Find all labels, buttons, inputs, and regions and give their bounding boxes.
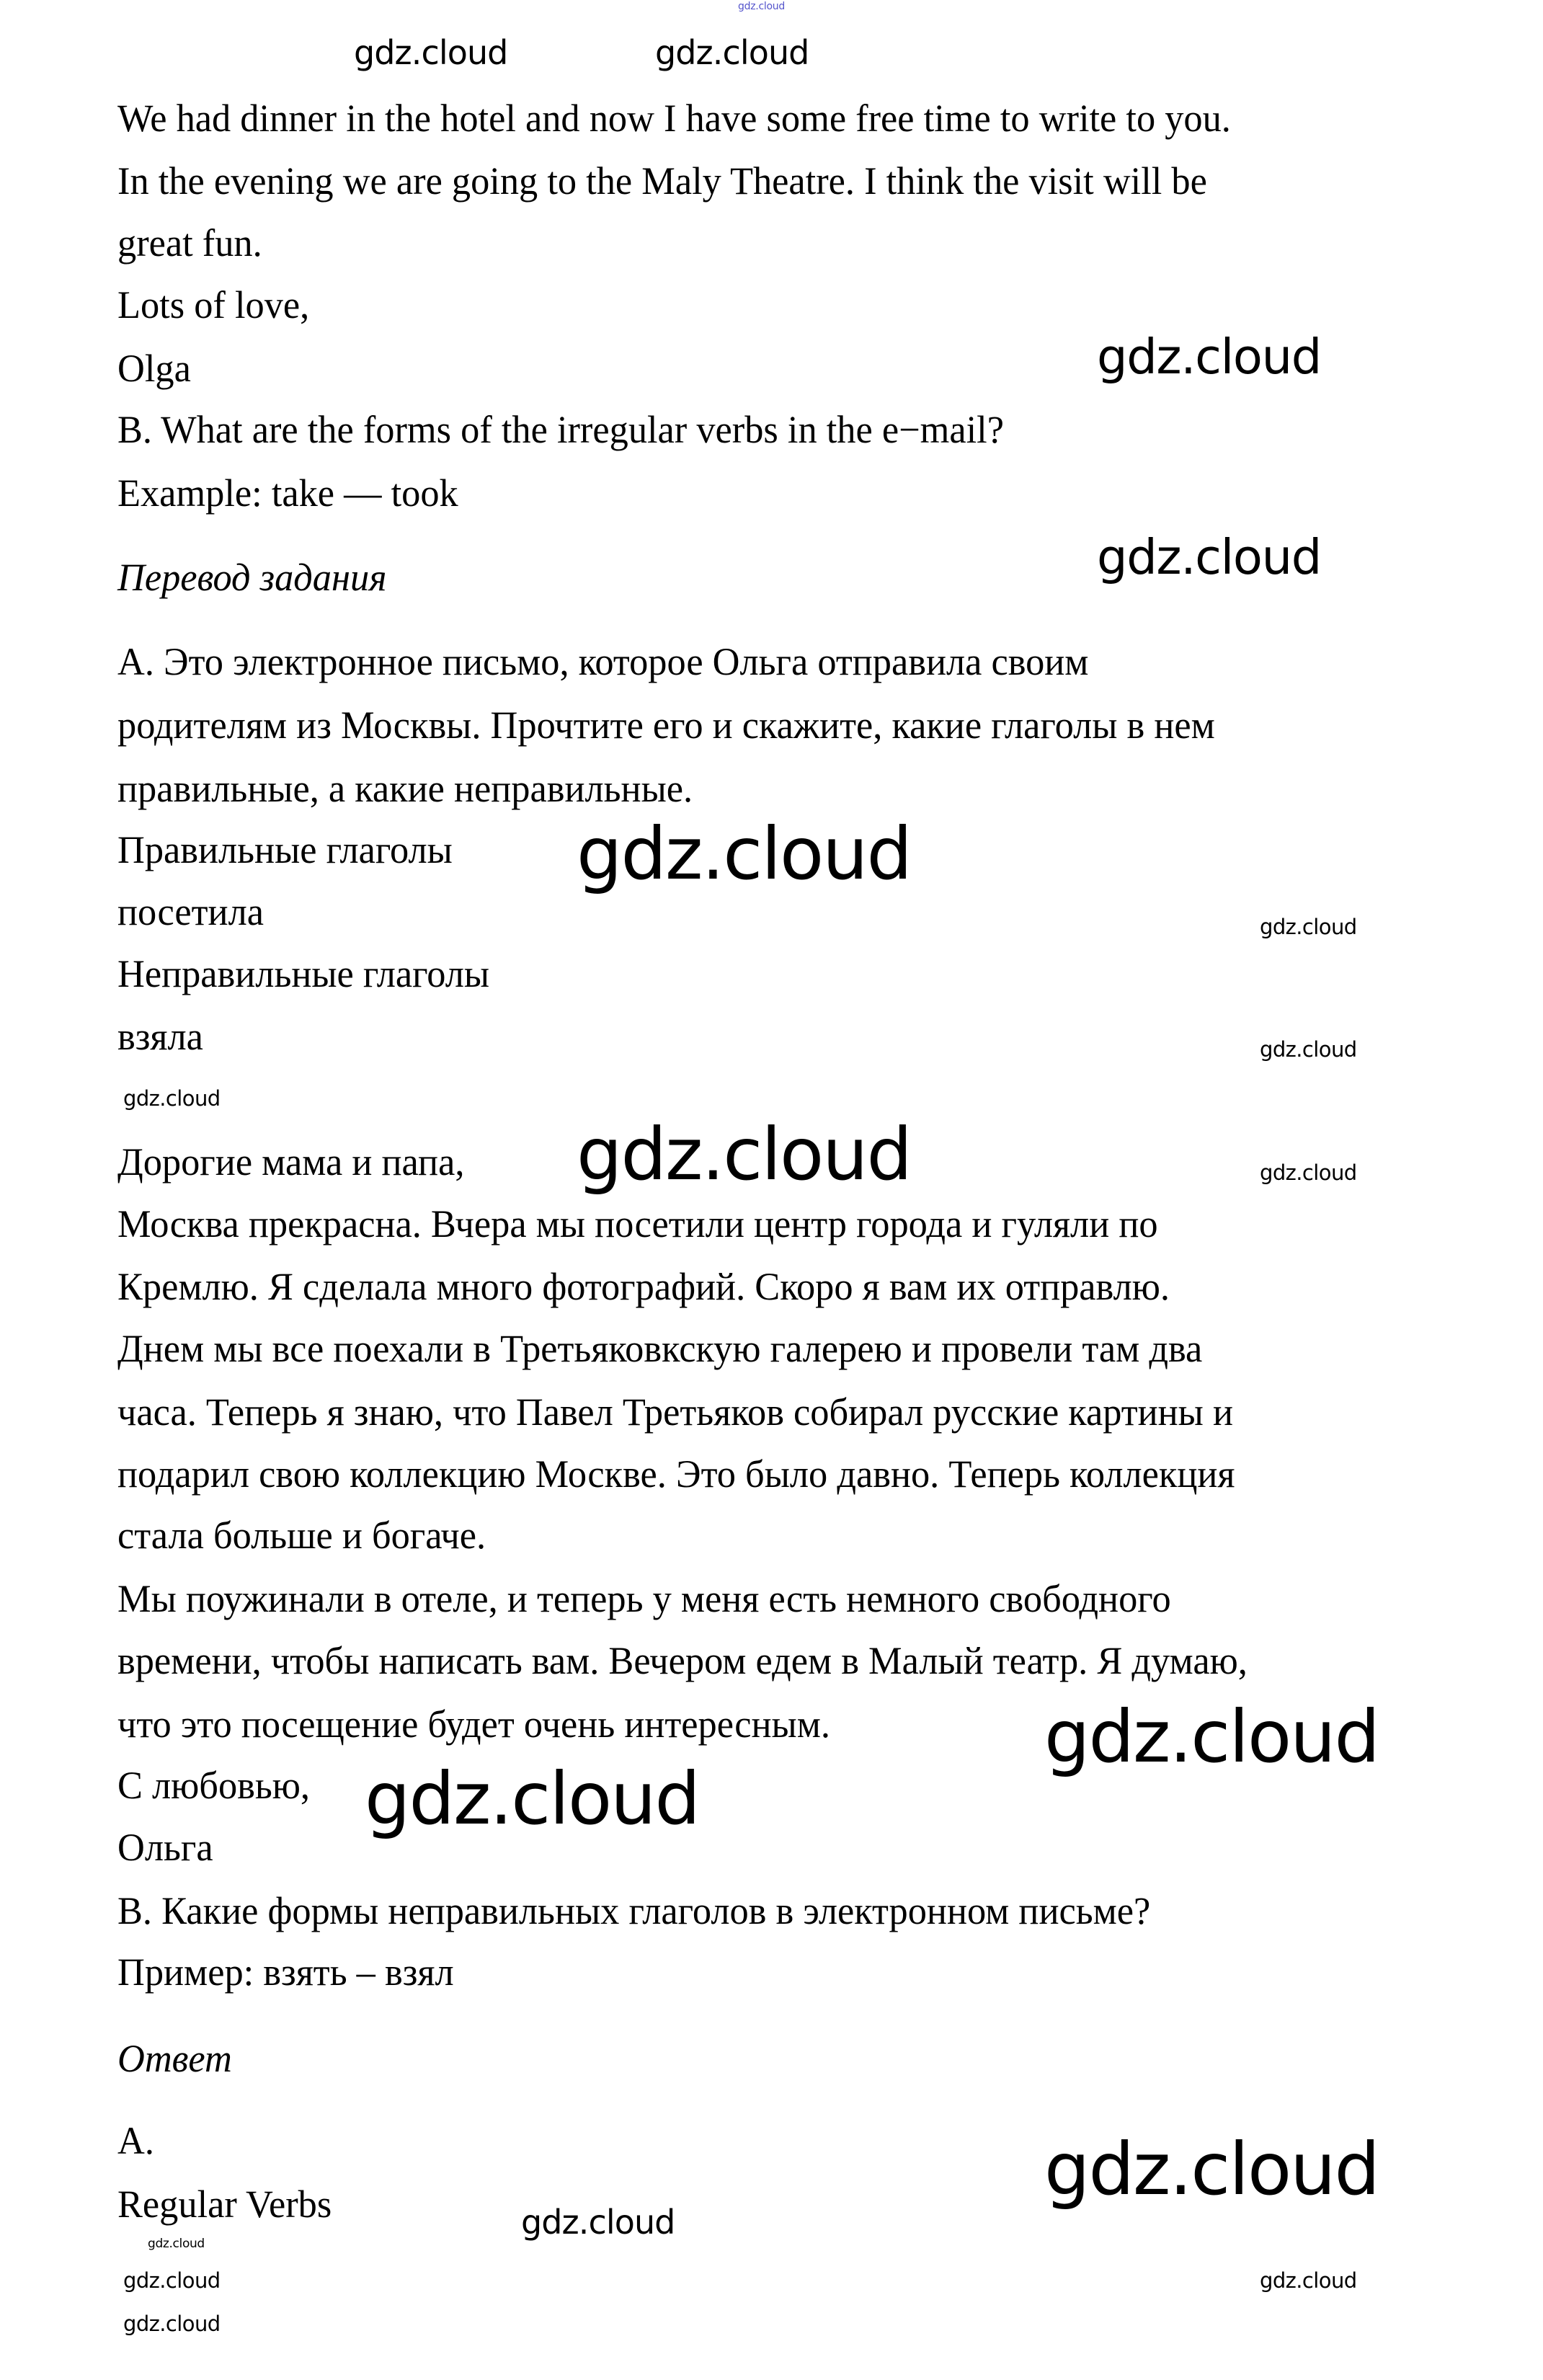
watermark: gdz.cloud: [577, 812, 912, 896]
text-line: стала больше и богаче.: [117, 1514, 486, 1557]
watermark: gdz.cloud: [148, 2237, 205, 2251]
watermark: gdz.cloud: [1260, 915, 1357, 939]
text-line: времени, чтобы написать вам. Вечером едем в Малый театр. Я думаю,: [117, 1639, 1248, 1682]
text-line: подарил свою коллекцию Москве. Это было давно. Теперь коллекция: [117, 1452, 1235, 1496]
watermark: gdz.cloud: [655, 33, 809, 72]
watermark: gdz.cloud: [1044, 1695, 1379, 1779]
text-line: что это посещение будет очень интересным.: [117, 1702, 830, 1746]
watermark: gdz.cloud: [354, 33, 508, 72]
text-line: взяла: [117, 1015, 203, 1058]
text-line: Днем мы все поехали в Третьяковкскую галерею и провели там два: [117, 1327, 1203, 1370]
watermark: gdz.cloud: [1097, 529, 1321, 585]
text-line: часа. Теперь я знаю, что Павел Третьяков собирал русские картины и: [117, 1390, 1233, 1434]
watermark: gdz.cloud: [1097, 329, 1321, 385]
watermark: gdz.cloud: [1044, 2127, 1379, 2211]
text-line: В. Какие формы неправильных глаголов в электронном письме?: [117, 1889, 1151, 1932]
watermark: gdz.cloud: [521, 2203, 675, 2242]
text-line: А. Это электронное письмо, которое Ольга отправила своим: [117, 640, 1089, 683]
text-line: Москва прекрасна. Вчера мы посетили центр города и гуляли по: [117, 1202, 1158, 1245]
text-line: Мы поужинали в отеле, и теперь у меня есть немного свободного: [117, 1577, 1171, 1620]
section-heading: Перевод задания: [117, 556, 387, 599]
watermark: gdz.cloud: [365, 1757, 700, 1841]
watermark: gdz.cloud: [1260, 2268, 1357, 2293]
text-line: родителям из Москвы. Прочтите его и скажите, какие глаголы в нем: [117, 703, 1215, 747]
text-line: Lots of love,: [117, 283, 310, 327]
text-line: посетила: [117, 890, 264, 933]
watermark: gdz.cloud: [123, 2268, 221, 2293]
text-line: A.: [117, 2119, 154, 2162]
text-line: С любовью,: [117, 1764, 310, 1807]
text-line: In the evening we are going to the Maly Theatre. I think the visit will be: [117, 159, 1207, 203]
section-heading: Ответ: [117, 2037, 232, 2080]
text-line: Пример: взять – взял: [117, 1950, 454, 1994]
watermark: gdz.cloud: [577, 1112, 912, 1196]
watermark: gdz.cloud: [738, 1, 785, 12]
text-line: правильные, а какие неправильные.: [117, 767, 693, 810]
watermark: gdz.cloud: [123, 2312, 221, 2336]
text-line: Дорогие мама и папа,: [117, 1140, 465, 1184]
text-line: We had dinner in the hotel and now I have some free time to write to you.: [117, 97, 1231, 140]
watermark: gdz.cloud: [1260, 1160, 1357, 1185]
text-line: great fun.: [117, 221, 262, 265]
text-line: Regular Verbs: [117, 2183, 332, 2226]
text-line: B. What are the forms of the irregular verbs in the e−mail?: [117, 408, 1004, 451]
text-line: Правильные глаголы: [117, 828, 453, 871]
watermark: gdz.cloud: [1260, 1037, 1357, 1062]
text-line: Olga: [117, 347, 191, 390]
text-line: Ольга: [117, 1826, 213, 1869]
text-line: Example: take — took: [117, 471, 458, 515]
text-line: Кремлю. Я сделала много фотографий. Скоро я вам их отправлю.: [117, 1265, 1170, 1308]
text-line: Неправильные глаголы: [117, 952, 490, 995]
watermark: gdz.cloud: [123, 1086, 221, 1111]
